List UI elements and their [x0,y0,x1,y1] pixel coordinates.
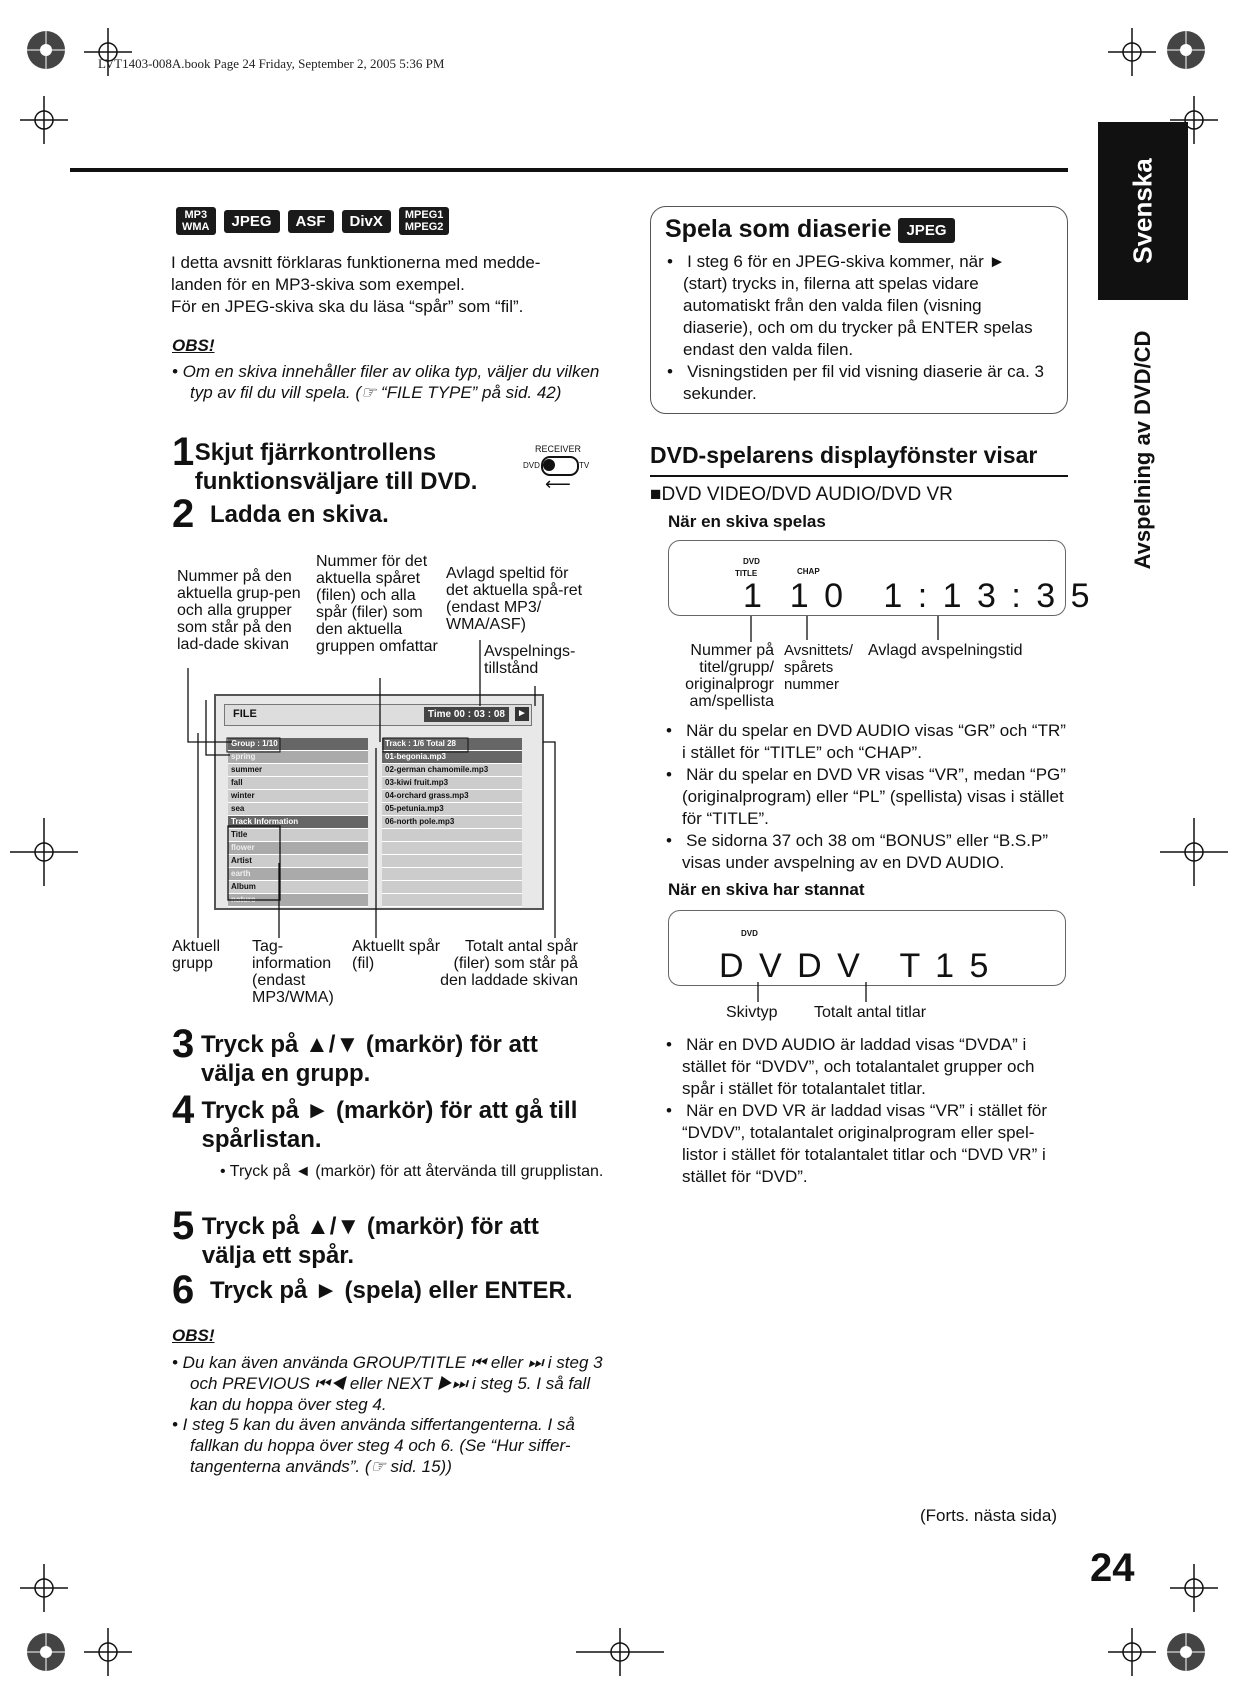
list-item: fall [228,777,368,790]
step-2: 2 Ladda en skiva. [172,492,389,536]
lcd-playing: DVD TITLE CHAP 1 1 0 1 : 1 3 : 3 5 [668,540,1066,616]
display-heading: DVD-spelarens displayfönster visar [650,442,1038,468]
list-item: • När du spelar en DVD VR visas “VR”, medan “PG” (originalprogram) eller “PL” (spellista) visas i stället för “TITLE”. [666,765,1066,828]
divx-badge: DivX [342,210,391,233]
list-item: • Se sidorna 37 och 38 om “BONUS” eller “B.S.P” visas under avspelning av en DVD AUDIO. [666,831,1048,872]
step-4: 4 Tryck på ► (markör) för att gå till spårlistan. [172,1088,578,1153]
step-5: 5 Tryck på ▲/▼ (markör) för att välja ett spår. [172,1204,539,1269]
lbl-total-titles: Totalt antal titlar [814,1004,927,1021]
list-item: summer [228,764,368,777]
playing-label: När en skiva spelas [668,512,826,531]
step-3: 3 Tryck på ▲/▼ (markör) för att välja en grupp. [172,1022,538,1087]
language-tab: Svenska [1098,122,1188,300]
jpeg-badge: JPEG [224,210,280,233]
time-display: Time 00 : 03 : 08 [424,707,509,722]
callout-current-track: Aktuellt spår (fil) [352,938,441,972]
slideshow-title: Spela som diaserie JPEG [665,215,955,244]
lbl-elapsed-time: Avlagd avspelningstid [868,642,1023,659]
obs-title: OBS! [172,336,215,355]
track-header: Track : 1/6 Total 28 [382,738,522,751]
list-item: • När en DVD AUDIO är laddad visas “DVDA” i stället för “DVDV”, och totalantalet grupper och spår i stället för totalantalet titlar. [666,1035,1035,1098]
jpeg-badge: JPEG [898,218,954,243]
list-item: Artist [228,855,368,868]
page-number: 24 [1090,1546,1135,1590]
list-item: 01-begonia.mp3 [382,751,522,764]
book-info-line: LVT1403-008A.book Page 24 Friday, September 2, 2005 5:36 PM [98,56,445,71]
list-item: 03-kiwi fruit.mp3 [382,777,522,790]
lcd-digits: D V D V T 1 5 [719,947,992,985]
step-6: 6 Tryck på ► (spela) eller ENTER. [172,1268,573,1312]
sub-heading: ■DVD VIDEO/DVD AUDIO/DVD VR [650,484,953,505]
arrow-left-icon: ⟵ [545,474,571,494]
lcd-stopped: DVD D V D V T 1 5 [668,910,1066,986]
step-4-note: • Tryck på ◄ (markör) för att återvända till grupplistan. [220,1163,604,1180]
slideshow-bullet-2: • Visningstiden per fil vid visning diaserie är ca. 3 sekunder. [667,362,1045,403]
obs2-title: OBS! [172,1326,215,1345]
lbl-title-number: Nummer på titel/grupp/ originalprogr am/spellista [685,642,774,710]
intro-text: I detta avsnitt förklaras funktionerna med medde- landen för en MP3-skiva som exempel. För en JPEG-skiva ska du läsa “spår” som “fil”. [171,253,541,316]
list-item: flower [228,842,368,855]
play-icon: ► [515,707,529,721]
list-item: 06-north pole.mp3 [382,816,522,829]
list-item: nature [228,894,368,907]
callout-playback-state: Avspelnings-tillstånd [484,643,576,677]
list-item: Track Information [228,816,368,829]
group-header: Group : 1/10 [228,738,368,751]
obs-note: • Om en skiva innehåller filer av olika typ, väljer du vilken typ av fil du vill spela. (☞ “FILE TYPE” på sid. 42) [172,362,600,402]
asf-badge: ASF [288,210,334,233]
list-item: • När du spelar en DVD AUDIO visas “GR” och “TR” i stället för “TITLE” och “CHAP”. [666,721,1066,762]
list-item: 05-petunia.mp3 [382,803,522,816]
stopped-bullets [650,1034,1070,1188]
callout-tag-info: Tag-information (endast MP3/WMA) [252,938,334,1006]
list-item: sea [228,803,368,816]
section-tab: Avspelning av DVD/CD [1130,330,1155,570]
slideshow-bullet-1: • I steg 6 för en JPEG-skiva kommer, när ► (start) trycks in, filerna att spelas vidare automatiskt från den valda filen (visning diaserie), och om du trycker på ENTER spelas endast den valda filen. [667,252,1033,359]
continued-note: (Forts. nästa sida) [920,1506,1057,1525]
lbl-chapter-number: Avsnittets/ spårets nummer [784,642,853,693]
step-1: 1 Skjut fjärrkontrollens funktionsväljare till DVD. [172,430,478,495]
list-item: earth [228,868,368,881]
mp3-wma-badge: MP3 WMA [176,207,216,235]
obs2-note-2: • I steg 5 kan du även använda siffertangenterna. I så fallkan du hoppa över steg 4 och 6. (Se “Hur siffer-tangenterna används”. (☞ sid. 15)) [172,1415,575,1476]
callout-current-group: Aktuell grupp [172,938,221,972]
list-item: spring [228,751,368,764]
list-item: • När en DVD VR är laddad visas “VR” i stället för “DVDV”, totalantalet originalprogram eller spel-listor i stället för totalantalet titlar och “DVD VR” i stället för “DVD”. [666,1101,1048,1186]
remote-switch-illustration: RECEIVER DVD TV ⟵ [523,444,590,494]
callout-track-number: Nummer för det aktuella spåret (filen) och alla spår (filer) som den aktuella gruppen omfattar [316,553,438,655]
list-item: 04-orchard grass.mp3 [382,790,522,803]
list-item: 02-german chamomile.mp3 [382,764,522,777]
file-label: FILE [233,708,257,720]
list-item: Title [228,829,368,842]
lcd-digits: 1 1 0 1 : 1 3 : 3 5 [743,577,1093,615]
callout-total-tracks: Totalt antal spår (filer) som står på den laddade skivan [440,938,578,989]
callout-elapsed-time: Avlagd speltid för det aktuella spå-ret (endast MP3/ WMA/ASF) [446,565,583,633]
list-item: winter [228,790,368,803]
lbl-disc-type: Skivtyp [726,1004,778,1021]
list-item: Album [228,881,368,894]
mpeg-badge: MPEG1 MPEG2 [399,207,450,235]
callout-group-number: Nummer på den aktuella grup-pen och alla grupper som står på den lad-dade skivan [177,568,301,653]
stopped-label: När en skiva har stannat [668,880,865,899]
obs2-note-1: • Du kan även använda GROUP/TITLE ⏮ eller ⏭ i steg 3 och PREVIOUS ⏮◀ eller NEXT ▶⏭ i steg 5. I så fall kan du hoppa över steg 4. [172,1353,603,1414]
